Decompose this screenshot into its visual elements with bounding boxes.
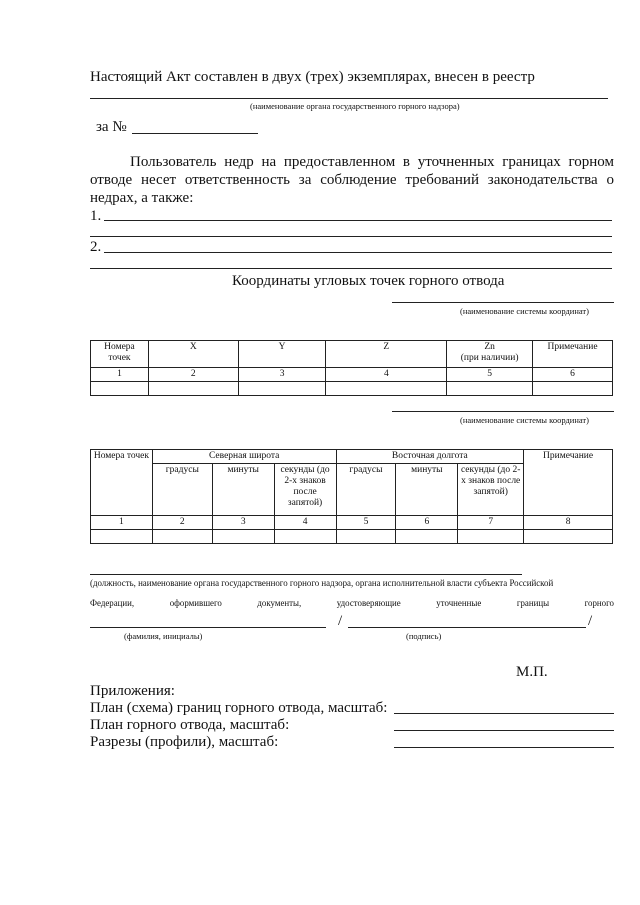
t1-header-z: Z xyxy=(326,341,447,368)
item-1-label: 1. xyxy=(90,208,102,224)
t2-cell xyxy=(212,530,274,544)
t2-cell xyxy=(336,530,396,544)
t2-header-lon-sec: секунды (до 2-х знаков после запятой) xyxy=(458,464,524,516)
t2-num-3: 3 xyxy=(212,516,274,530)
organ-line xyxy=(90,98,608,99)
t2-cell xyxy=(152,530,212,544)
t1-header-num: Номера точек xyxy=(91,341,149,368)
t1-cell xyxy=(447,382,533,396)
caption-position: (должность, наименование органа государственного горного надзора, органа исполнительной власти субъекта Российской xyxy=(90,578,554,588)
t1-num-3: 3 xyxy=(238,368,326,382)
position-line xyxy=(90,574,522,575)
t2-cell xyxy=(458,530,524,544)
t1-header-x: X xyxy=(148,341,238,368)
t1-header-y: Y xyxy=(238,341,326,368)
caption-coord-system-2: (наименование системы координат) xyxy=(460,415,589,425)
appendix-item-2: План горного отвода, масштаб: xyxy=(90,717,290,733)
t2-header-num: Номера точек xyxy=(91,450,153,516)
item-2-label: 2. xyxy=(90,239,102,255)
caption-name: (фамилия, инициалы) xyxy=(124,631,203,641)
stamp-place: М.П. xyxy=(516,664,548,680)
t2-header-lat-min: минуты xyxy=(212,464,274,516)
t2-cell xyxy=(91,530,153,544)
name-line xyxy=(90,627,326,628)
t1-header-zn-label: Zn xyxy=(484,342,495,352)
slash-1: / xyxy=(338,613,343,629)
paragraph-line-1: Пользователь недр на предоставленном в уточненных границах горном xyxy=(130,154,614,170)
t1-cell xyxy=(148,382,238,396)
t2-cell xyxy=(396,530,458,544)
t2-header-lat-deg: градусы xyxy=(152,464,212,516)
caption-word: уточненные xyxy=(436,598,482,608)
caption-position-2 xyxy=(90,598,614,609)
paragraph-line-3: недрах, а также: xyxy=(90,190,194,206)
caption-coord-system-1: (наименование системы координат) xyxy=(460,306,589,316)
t2-num-4: 4 xyxy=(274,516,336,530)
t1-header-zn xyxy=(447,341,533,368)
t2-header-lon-deg: градусы xyxy=(336,464,396,516)
appendix-line-3 xyxy=(394,747,614,748)
caption-word: горного xyxy=(584,598,614,608)
caption-word: удостоверяющие xyxy=(336,598,401,608)
t1-num-4: 4 xyxy=(326,368,447,382)
appendix-title: Приложения: xyxy=(90,683,175,699)
t1-num-1: 1 xyxy=(91,368,149,382)
coord-system-line-2 xyxy=(392,411,614,412)
t1-num-5: 5 xyxy=(447,368,533,382)
t2-num-2: 2 xyxy=(152,516,212,530)
t2-header-lon-min: минуты xyxy=(396,464,458,516)
t1-header-note: Примечание xyxy=(533,341,613,368)
t1-num-2: 2 xyxy=(148,368,238,382)
t1-cell xyxy=(533,382,613,396)
t2-num-8: 8 xyxy=(524,516,613,530)
caption-organ: (наименование органа государственного горного надзора) xyxy=(250,101,460,111)
item-2-line-2 xyxy=(90,268,612,269)
t2-num-1: 1 xyxy=(91,516,153,530)
t2-header-note: Примечание xyxy=(524,450,613,516)
t1-header-zn-note: (при наличии) xyxy=(460,353,519,363)
caption-word: оформившего xyxy=(169,598,222,608)
appendix-line-2 xyxy=(394,730,614,731)
item-1-line-2 xyxy=(90,236,612,237)
number-label: за № xyxy=(96,119,127,135)
paragraph-line-2: отводе несет ответственность за соблюдение требований законодательства о xyxy=(90,172,614,188)
appendix-item-1: План (схема) границ горного отвода, масштаб: xyxy=(90,700,388,716)
caption-word: Федерации, xyxy=(90,598,135,608)
t2-num-7: 7 xyxy=(458,516,524,530)
t2-num-5: 5 xyxy=(336,516,396,530)
t2-num-6: 6 xyxy=(396,516,458,530)
coords-table-2 xyxy=(90,449,613,544)
t2-cell xyxy=(274,530,336,544)
slash-2: / xyxy=(588,613,593,629)
t2-header-lat: Северная широта xyxy=(152,450,336,464)
t1-cell xyxy=(326,382,447,396)
intro-text: Настоящий Акт составлен в двух (трех) экземплярах, внесен в реестр xyxy=(90,69,535,85)
coord-system-line-1 xyxy=(392,302,614,303)
caption-word: документы, xyxy=(257,598,302,608)
signature-line xyxy=(348,627,586,628)
caption-signature: (подпись) xyxy=(406,631,442,641)
appendix-item-3: Разрезы (профили), масштаб: xyxy=(90,734,279,750)
item-2-line xyxy=(104,252,612,253)
t2-header-lat-sec: секунды (до 2-х знаков после запятой) xyxy=(274,464,336,516)
item-1-line xyxy=(104,220,612,221)
t1-cell xyxy=(91,382,149,396)
caption-word: границы xyxy=(516,598,550,608)
number-line xyxy=(132,133,258,134)
t2-header-lon: Восточная долгота xyxy=(336,450,524,464)
appendix-line-1 xyxy=(394,713,614,714)
coords-table-1 xyxy=(90,340,613,396)
t1-cell xyxy=(238,382,326,396)
coords-title: Координаты угловых точек горного отвода xyxy=(232,273,505,289)
t1-num-6: 6 xyxy=(533,368,613,382)
t2-cell xyxy=(524,530,613,544)
